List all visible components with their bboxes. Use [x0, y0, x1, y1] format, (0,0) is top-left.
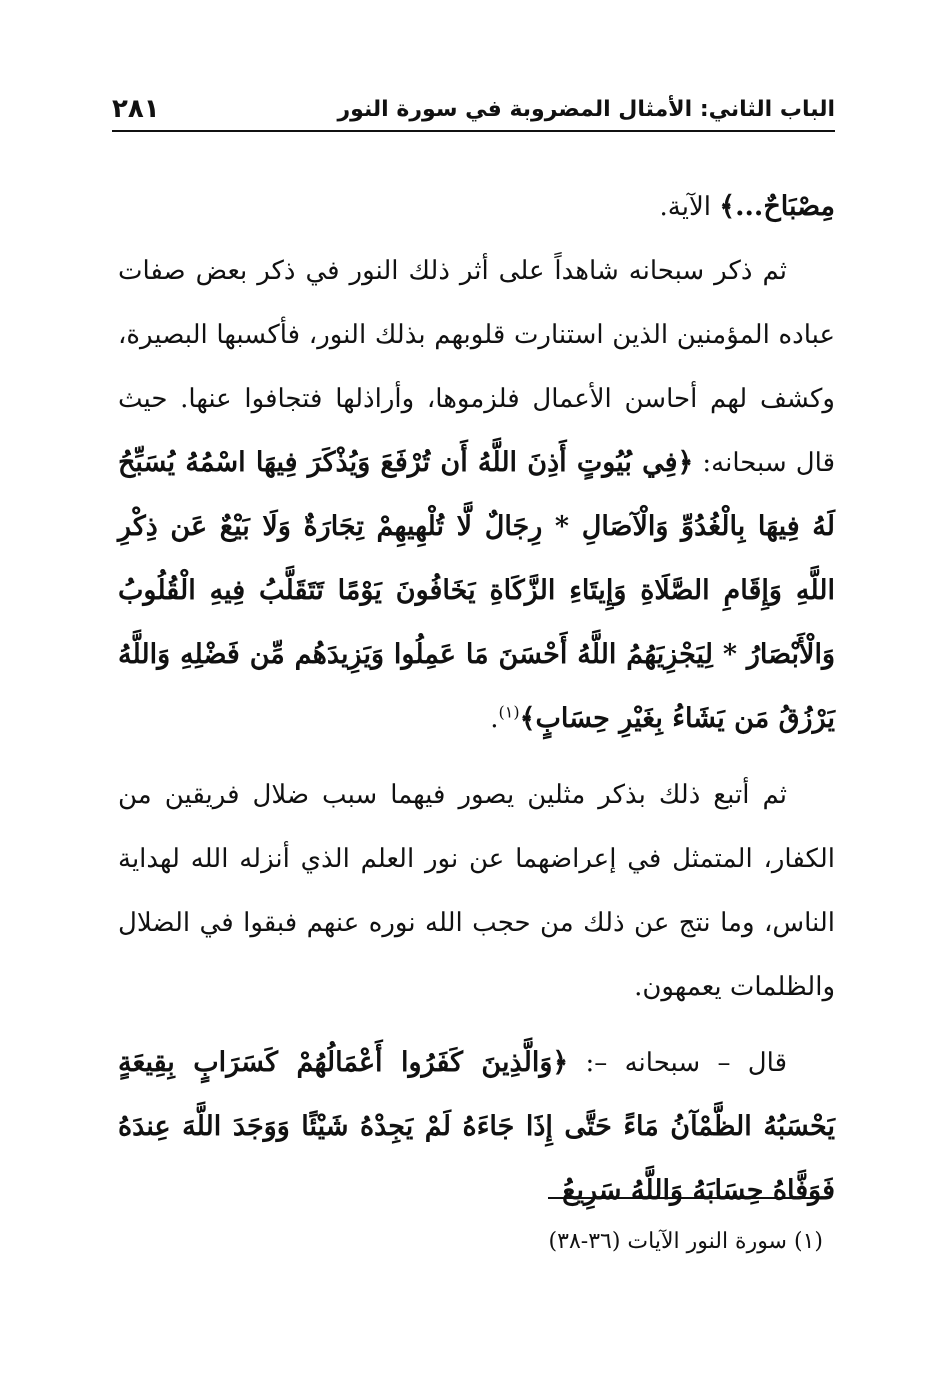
- paragraph-continuation: [118, 175, 835, 239]
- quran-fragment: مِصْبَاحٌ...﴾: [719, 191, 835, 222]
- page-header: [112, 88, 835, 132]
- paragraph-text: ثم ذكر سبحانه شاهداً على أثر ذلك النور في ذكر بعض صفات عباده المؤمنين الذين استنارت قلوبهم بذلك النور، فأكسبها البصيرة، وكشف لهم أحاسن الأعمال فلزموها، وأراذلها فتجافوا عنها. حيث قال سبحانه:: [118, 256, 836, 478]
- main-text: [118, 175, 835, 1223]
- footnote: (١) سورة النور الآيات (٣٦-٣٨): [548, 1229, 823, 1254]
- paragraph-gap: [118, 751, 835, 763]
- page-number: ٢٨١: [112, 94, 160, 124]
- footnote-divider: [548, 1197, 820, 1199]
- paragraph-believers: [118, 239, 835, 751]
- paragraph-disbelievers: [118, 763, 835, 1019]
- paragraph-mirage: [118, 1031, 835, 1223]
- chapter-title: الباب الثاني: الأمثال المضروبة في سورة النور: [337, 96, 835, 122]
- paragraph-text: قال – سبحانه –:: [568, 1048, 787, 1078]
- paragraph-gap: [118, 1019, 835, 1031]
- footnote-reference[interactable]: (١): [498, 702, 520, 722]
- paragraph-text: ثم أتبع ذلك بذكر مثلين يصور فيهما سبب ضلال فريقين من الكفار، المتمثل في إعراضهما عن نور العلم الذي أنزله الله لهداية الناس، وما نتج عن ذلك من حجب الله نوره عنهم فبقوا في الضلال والظلمات يعمهون.: [118, 780, 835, 1002]
- paragraph-end: .: [490, 704, 499, 734]
- quran-verse: ﴿فِي بُيُوتٍ أَذِنَ اللَّهُ أَن تُرْفَعَ وَيُذْكَرَ فِيهَا اسْمُهُ يُسَبِّحُ لَهُ فِيهَا بِالْغُدُوِّ وَالْآصَالِ * رِجَالٌ لَّا تُلْهِيهِمْ تِجَارَةٌ وَلَا بَيْعٌ عَن ذِكْرِ اللَّهِ وَإِقَامِ الصَّلَاةِ وَإِيتَاءِ الزَّكَاةِ يَخَافُونَ يَوْمًا تَتَقَلَّبُ فِيهِ الْقُلُوبُ وَالْأَبْصَارُ * لِيَجْزِيَهُمُ اللَّهُ أَحْسَنَ مَا عَمِلُوا وَيَزِيدَهُم مِّن فَضْلِهِ وَاللَّهُ يَرْزُقُ مَن يَشَاءُ بِغَيْرِ حِسَابٍ﴾: [118, 447, 835, 734]
- quran-verse: ﴿وَالَّذِينَ كَفَرُوا أَعْمَالُهُمْ كَسَرَابٍ بِقِيعَةٍ يَحْسَبُهُ الظَّمْآنُ مَاءً حَتَّى إِذَا جَاءَهُ لَمْ يَجِدْهُ شَيْئًا وَوَجَدَ اللَّهَ عِندَهُ فَوَفَّاهُ حِسَابَهُ وَاللَّهُ سَرِيعُ: [118, 1047, 835, 1206]
- paragraph-text: الآية.: [659, 192, 720, 222]
